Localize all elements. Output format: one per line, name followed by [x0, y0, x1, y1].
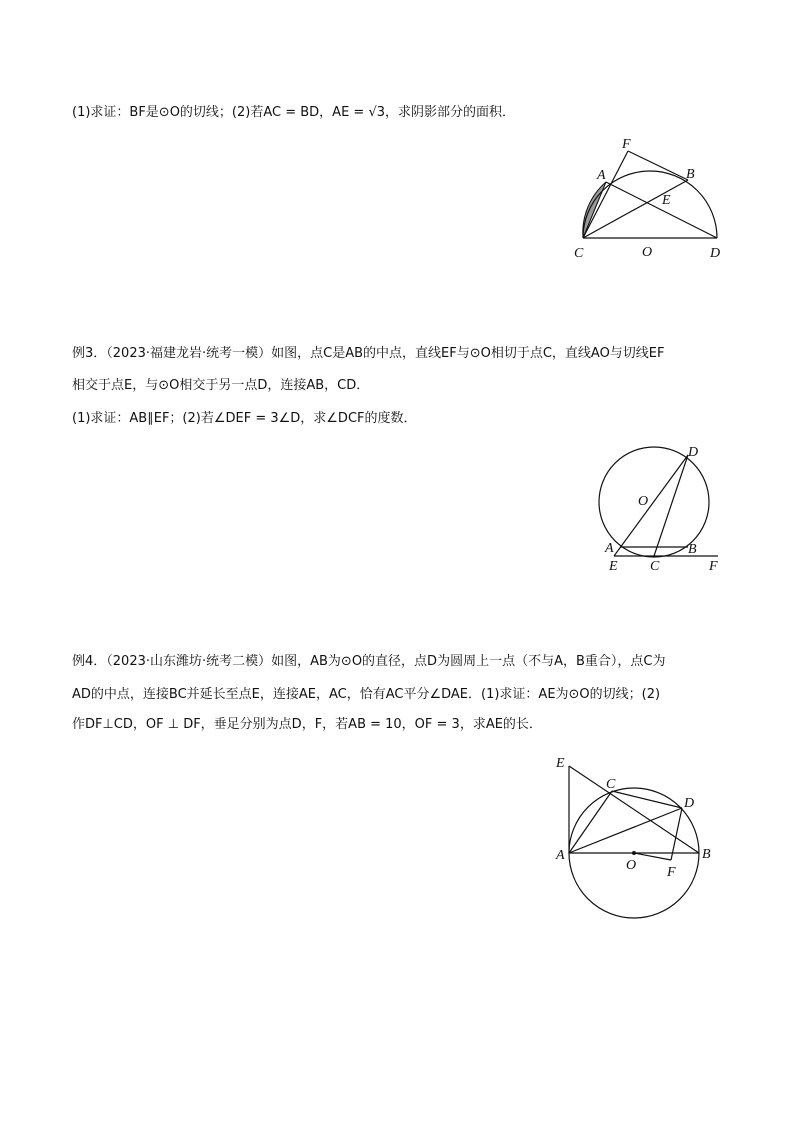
example4-stem-line2: AD的中点，连接BC并延长至点E，连接AE，AC，恰有AC平分∠DAE．(1)求证：AE为⊙O的切线；(2) [72, 687, 661, 702]
label-f: F [667, 865, 676, 880]
label-a: A [597, 168, 606, 183]
segment-of [634, 853, 671, 860]
example3-question: (1)求证：AB∥EF；(2)若∠DEF = 3∠D，求∠DCF的度数． [72, 411, 417, 426]
label-c: C [574, 246, 584, 261]
label-f: F [709, 559, 718, 574]
semicircle-diagram [560, 130, 740, 265]
label-b: B [702, 847, 711, 862]
figure-circle-diameter [550, 750, 725, 922]
circle-diameter-diagram [550, 750, 725, 922]
label-c: C [650, 559, 660, 574]
label-e: E [662, 193, 671, 208]
problem2-question: (1)求证：BF是⊙O的切线；(2)若AC = BD，AE = √3，求阴影部分的面积． [72, 105, 515, 120]
label-e: E [609, 559, 618, 574]
label-f: F [622, 137, 631, 152]
segment-ac [569, 791, 612, 853]
label-b: B [688, 542, 697, 557]
segment-fb [628, 151, 688, 180]
segment-cd [654, 455, 688, 556]
label-d: D [684, 796, 695, 811]
label-o: O [642, 245, 653, 260]
label-d: D [688, 445, 699, 460]
line-ed [614, 455, 688, 556]
label-a: A [556, 848, 565, 863]
figure-semicircle [560, 130, 740, 265]
example4-question: 作DF⊥CD，OF ⊥ DF，垂足分别为点D，F，若AB = 10，OF = 3，求AE的长． [72, 717, 542, 732]
figure-circle-tangent [595, 440, 730, 575]
example3-stem-line1: 例3．（2023·福建龙岩·统考一模）如图，点C是AB的中点，直线EF与⊙O相切于点C，直线AO与切线EF [72, 346, 665, 361]
segment-ad [606, 182, 717, 238]
center-point-o [632, 851, 636, 855]
label-o: O [638, 494, 649, 509]
circle-tangent-diagram [595, 440, 730, 575]
example4-stem-line1: 例4．（2023·山东潍坊·统考二模）如图，AB为⊙O的直径，点D为圆周上一点（不与A，B重合），点C为 [72, 654, 666, 669]
label-o: O [626, 858, 637, 873]
label-b: B [686, 167, 695, 182]
label-e: E [556, 756, 565, 771]
label-d: D [710, 246, 721, 261]
label-a: A [605, 541, 614, 556]
label-c: C [606, 777, 616, 792]
example3-stem-line2: 相交于点E，与⊙O相交于另一点D，连接AB，CD． [72, 378, 370, 393]
segment-df [671, 808, 682, 860]
